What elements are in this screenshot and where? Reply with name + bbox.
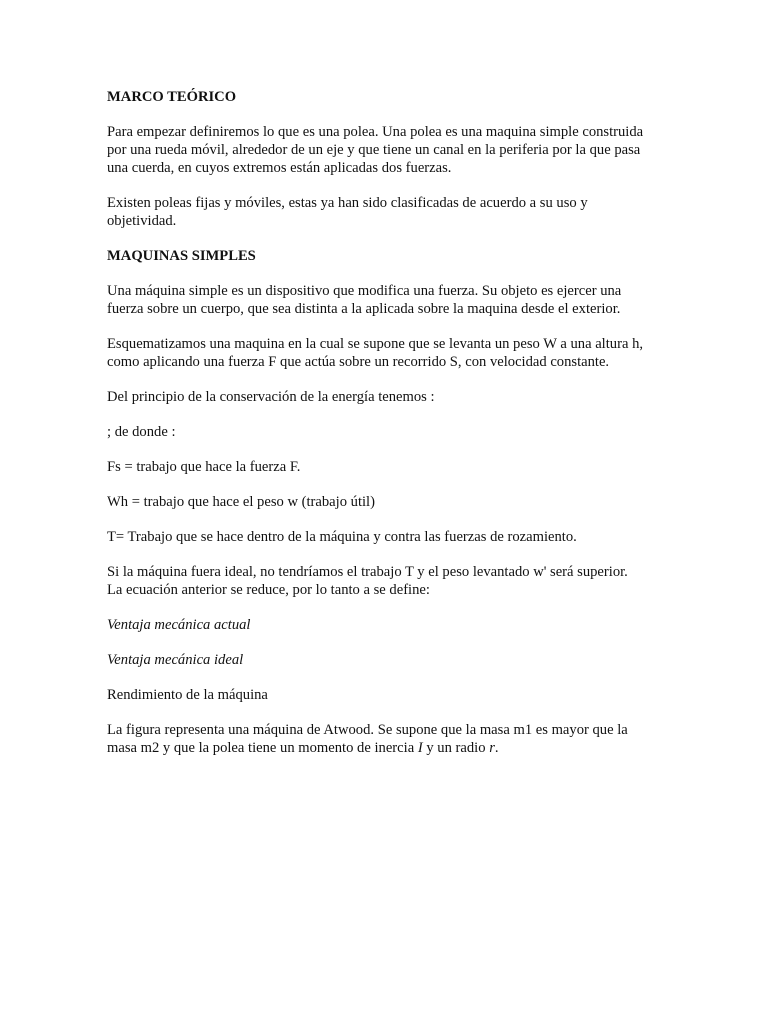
text-line: objetividad.	[107, 213, 177, 229]
text-segment: masa m2 y que la polea tiene un momento de inercia	[107, 740, 418, 756]
paragraph-de-donde: ; de donde :	[107, 424, 176, 440]
text-segment: y un radio	[422, 740, 490, 756]
paragraph-t: T= Trabajo que se hace dentro de la máquina y contra las fuerzas de rozamiento.	[107, 529, 577, 545]
text-segment: .	[494, 740, 499, 756]
paragraph-poleas-types	[107, 194, 667, 230]
paragraph-ideal	[107, 563, 667, 599]
paragraph-fs: Fs = trabajo que hace la fuerza F.	[107, 459, 301, 475]
text-line: Existen poleas fijas y móviles, estas ya han sido clasificadas de acuerdo a su uso y	[107, 195, 588, 211]
heading-marco-teorico: MARCO TEÓRICO	[107, 89, 237, 105]
text-line: por una rueda móvil, alrededor de un eje y que tiene un canal en la periferia por la que pasa	[107, 142, 641, 158]
paragraph-polea-definition	[107, 123, 667, 177]
text-line: La figura representa una máquina de Atwood. Se supone que la masa m1 es mayor que la	[107, 722, 628, 738]
radius-symbol: r	[489, 740, 495, 756]
paragraph-ventaja-actual: Ventaja mecánica actual	[107, 617, 251, 633]
text-line: Para empezar definiremos lo que es una polea. Una polea es una maquina simple construida	[107, 124, 644, 140]
paragraph-ventaja-ideal: Ventaja mecánica ideal	[107, 652, 244, 668]
heading-maquinas-simples: MAQUINAS SIMPLES	[107, 248, 256, 264]
paragraph-rendimiento: Rendimiento de la máquina	[107, 687, 268, 703]
text-line: fuerza sobre un cuerpo, que sea distinta a la aplicada sobre la maquina desde el exterior.	[107, 301, 621, 317]
text-line	[107, 739, 667, 757]
paragraph-atwood	[107, 721, 667, 757]
inertia-symbol: I	[417, 740, 423, 756]
paragraph-maquina-simple	[107, 282, 667, 318]
paragraph-esquema	[107, 335, 667, 371]
text-line: Si la máquina fuera ideal, no tendríamos el trabajo T y el peso levantado w' será superior.	[107, 564, 628, 580]
text-line: una cuerda, en cuyos extremos están aplicadas dos fuerzas.	[107, 160, 452, 176]
text-line: La ecuación anterior se reduce, por lo tanto a se define:	[107, 582, 430, 598]
paragraph-wh: Wh = trabajo que hace el peso w (trabajo útil)	[107, 494, 375, 510]
text-line: Esquematizamos una maquina en la cual se supone que se levanta un peso W a una altura h,	[107, 336, 644, 352]
paragraph-conservacion: Del principio de la conservación de la energía tenemos :	[107, 389, 435, 405]
document-page	[107, 88, 667, 774]
text-line: como aplicando una fuerza F que actúa sobre un recorrido S, con velocidad constante.	[107, 354, 610, 370]
text-line: Una máquina simple es un dispositivo que modifica una fuerza. Su objeto es ejercer una	[107, 283, 622, 299]
